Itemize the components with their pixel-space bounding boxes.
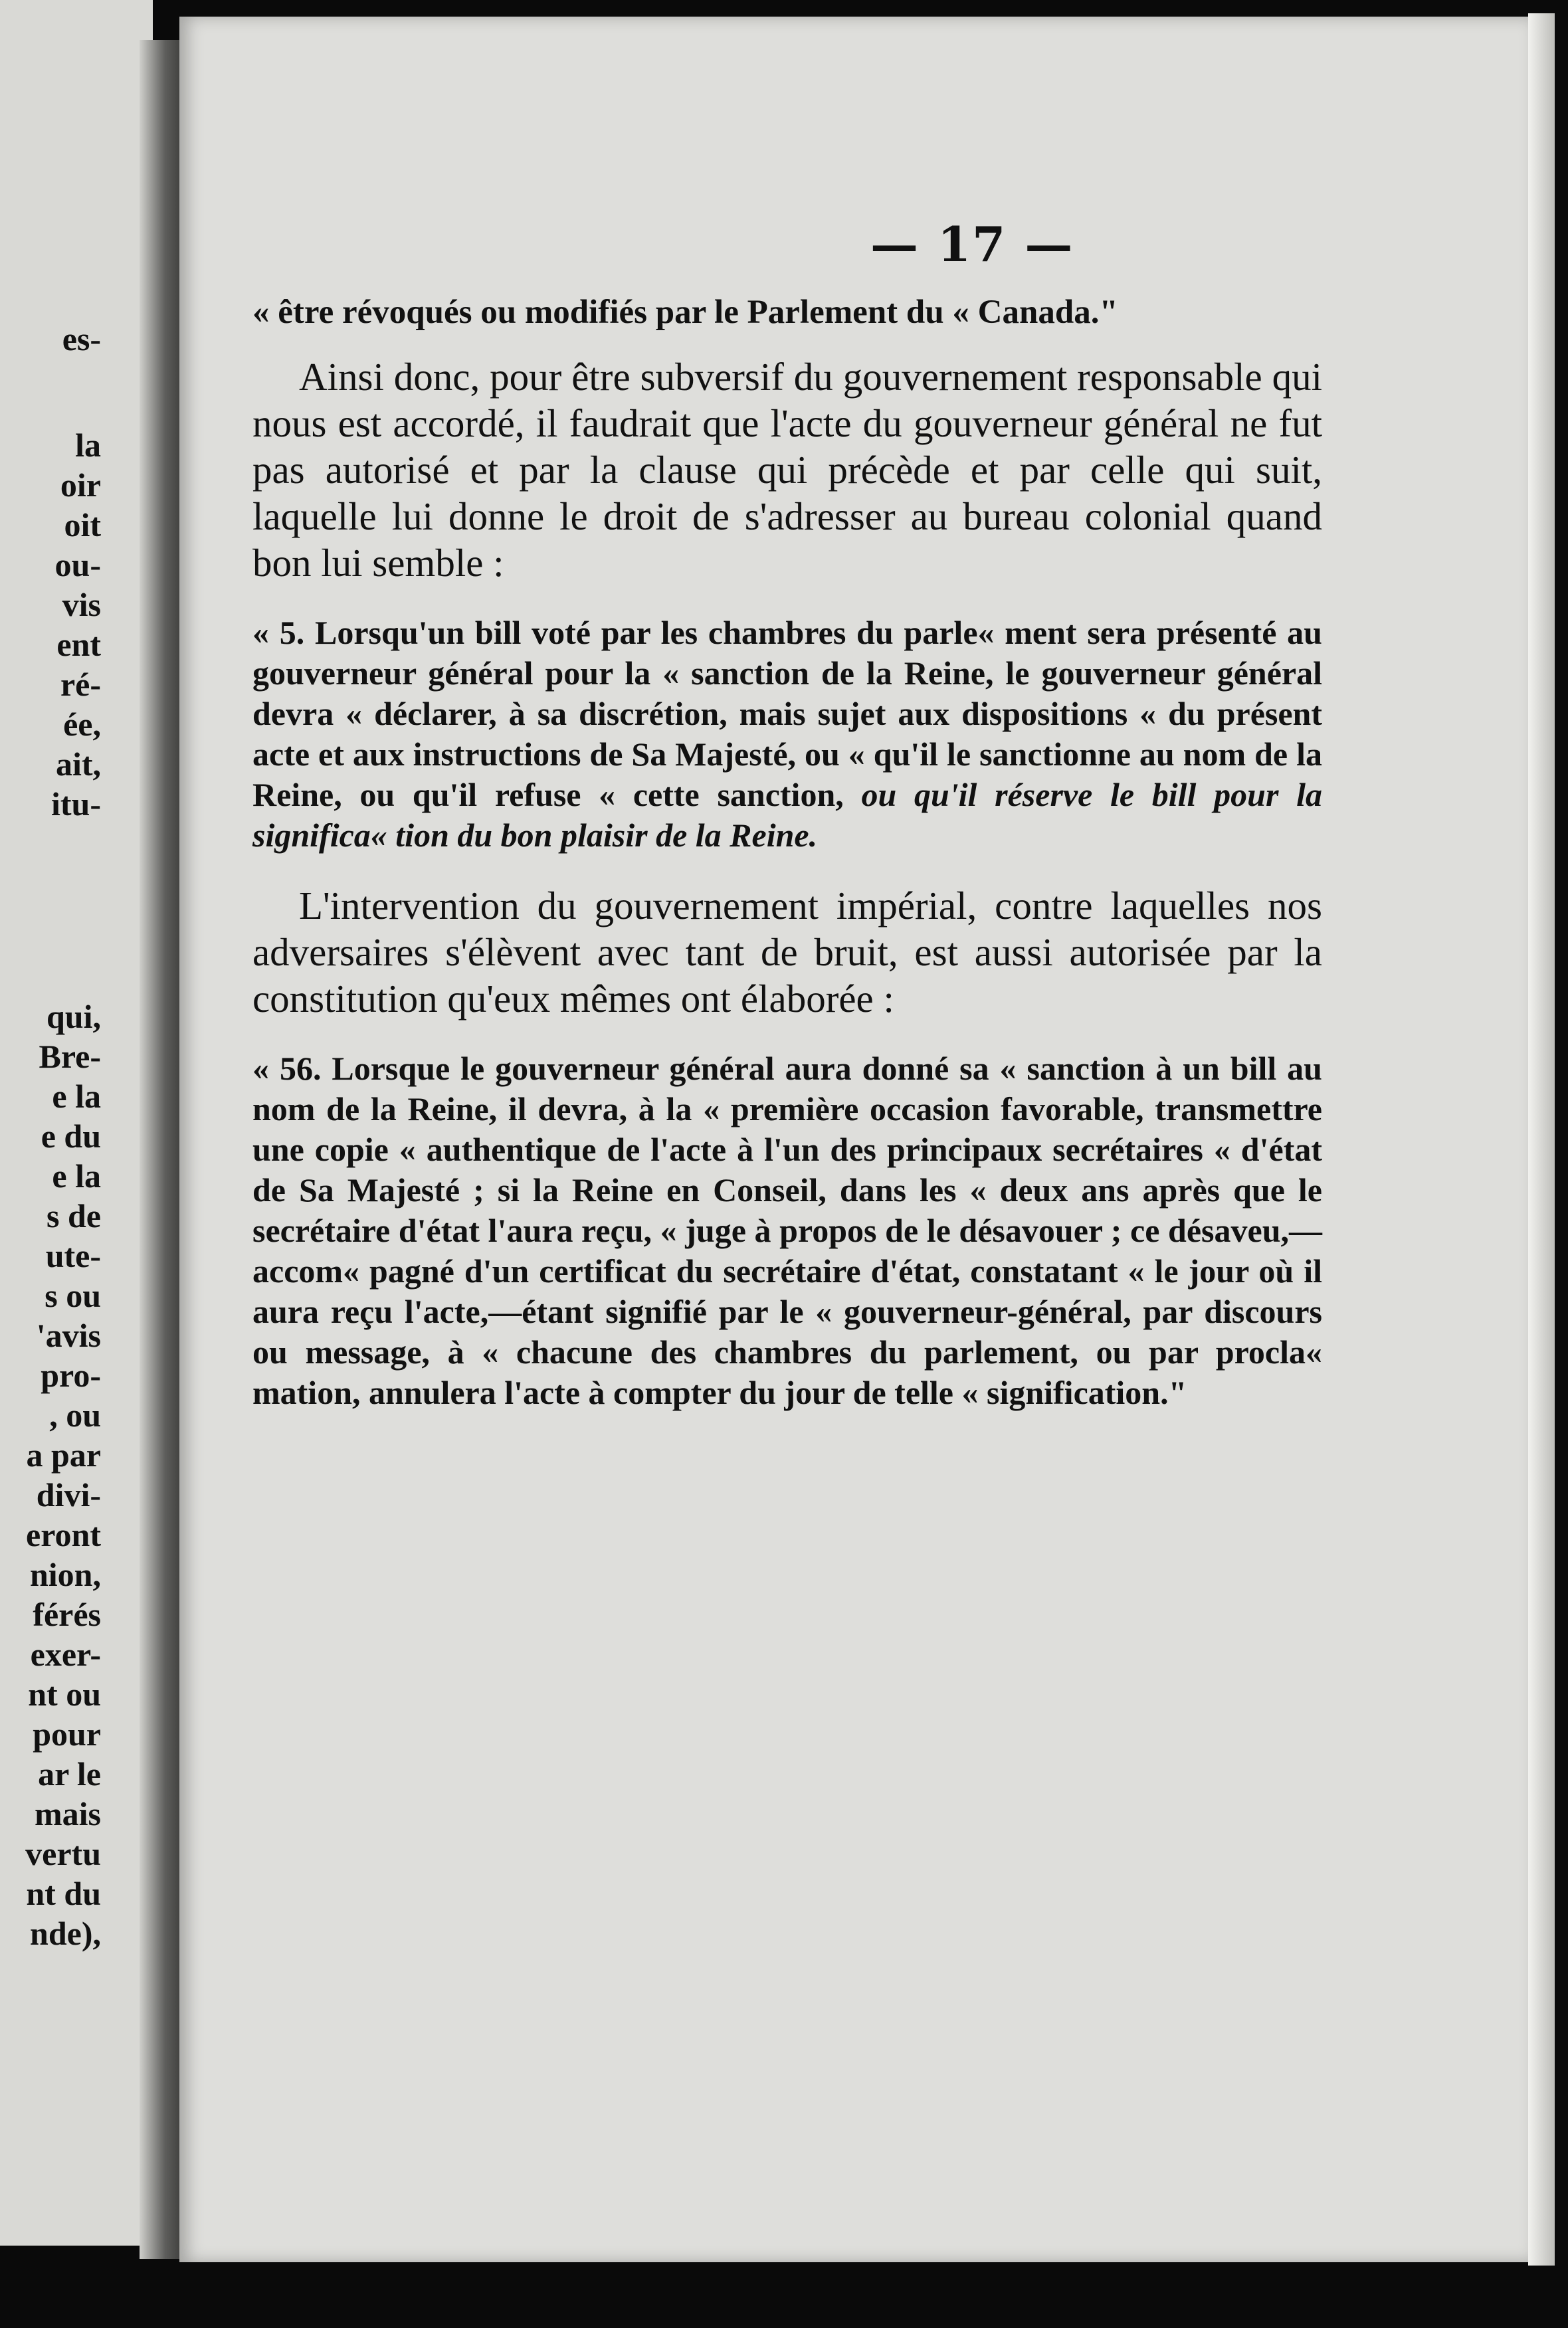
left-page-fragment: itu- <box>51 785 101 823</box>
left-page-fragment: mais <box>35 1795 101 1832</box>
left-page-fragment: e la <box>52 1078 101 1115</box>
left-page-fragment: nion, <box>29 1556 101 1593</box>
left-page-fragment: es- <box>62 320 101 357</box>
left-page-fragment: oit <box>64 506 101 543</box>
left-page-fragment: pour <box>33 1715 101 1753</box>
left-page-fragment: ait, <box>55 745 101 783</box>
left-page-fragment: qui, <box>46 998 101 1035</box>
quote-article-55 <box>252 613 1322 856</box>
quote-article-55-italic: ou qu'il réserve le bill pour la significa« tion du bon plaisir de la Reine. <box>252 776 1322 854</box>
left-page-fragment: ute- <box>45 1237 101 1274</box>
quote-article-55-text: « 5. Lorsqu'un bill voté par les chambres du parle« ment sera présenté au gouverneur général pour la « sanction de la Reine, le gouverneur général devra « déclarer, à sa discrétion, mais sujet aux dispositions « du présent acte et aux instructions de Sa Majesté, ou « qu'il le sanctionne au nom de la Reine, ou qu'il refuse « cette sanction, <box>252 614 1322 813</box>
left-page-fragment: nde), <box>30 1915 101 1952</box>
left-page-fragment: divi- <box>36 1476 101 1513</box>
left-facing-page <box>0 0 153 2246</box>
left-page-fragment: oir <box>60 466 101 504</box>
left-page-fragment: s de <box>47 1197 101 1234</box>
left-page-fragment: nt ou <box>28 1676 101 1713</box>
quote-article-56: « 56. Lorsque le gouverneur général aura donné sa « sanction à un bill au nom de la Reine, il devra, à la « première occasion favorable, transmettre une copie « authentique de l'acte à l'un des principaux secrétaires « d'état de Sa Majesté ; si la Reine en Conseil, dans les « deux ans après que le secrétaire d'état l'aura reçu, « juge à propos de le désavouer ; ce désaveu,—accom« pagné d'un certificat du secrétaire d'état, constatant « le jour où il aura reçu l'acte,—étant signifié par le « gouverneur-général, par discours ou message, à « chacune des chambres du parlement, ou par procla« mation, annulera l'acte à compter du jour de telle « signification." <box>252 1050 1322 1411</box>
left-page-fragment: 'avis <box>36 1317 101 1354</box>
left-page-fragment: la <box>75 427 101 464</box>
left-page-fragment: e du <box>41 1117 101 1155</box>
left-page-fragment: ré- <box>60 666 101 703</box>
left-page-fragment: , ou <box>49 1397 101 1434</box>
opening-quote: « être révoqués ou modifiés par le Parlement du « Canada." <box>252 294 1118 331</box>
left-page-fragment: ou- <box>54 546 101 583</box>
left-page-fragment: ent <box>56 626 101 663</box>
left-page-fragment: vis <box>62 586 101 623</box>
left-page-fragment: ée, <box>63 706 101 743</box>
left-page-fragment: exer- <box>30 1636 101 1673</box>
left-page-fragment: pro- <box>41 1357 101 1394</box>
left-page-fragment: a par <box>26 1436 101 1474</box>
left-page-fragment: vertu <box>25 1835 101 1872</box>
page-number: — 17 — <box>870 216 1074 272</box>
left-page-fragment: férés <box>33 1596 101 1633</box>
page-right-edge <box>1528 13 1555 2266</box>
left-page-fragment: nt du <box>26 1875 101 1912</box>
left-page-fragment: e la <box>52 1157 101 1195</box>
left-page-fragment: ar le <box>38 1755 101 1793</box>
paragraph-1: Ainsi donc, pour être subversif du gouvernement responsable qui nous est accordé, il faudrait que l'acte du gouverneur général ne fut pas autorisé et par la clause qui précède et par celle qui suit, laquelle lui donne le droit de s'adresser au bureau colonial quand bon lui semble : <box>252 355 1322 585</box>
page-text <box>252 292 1322 1440</box>
paragraph-2: L'intervention du gouvernement impérial, contre laquelles nos adversaires s'élèvent avec tant de bruit, est aussi autorisée par la constitution qu'eux mêmes ont élaborée : <box>252 884 1322 1020</box>
left-page-fragment: Bre- <box>39 1038 101 1075</box>
left-page-fragment: s ou <box>45 1277 101 1314</box>
left-page-fragment: eront <box>26 1516 101 1553</box>
